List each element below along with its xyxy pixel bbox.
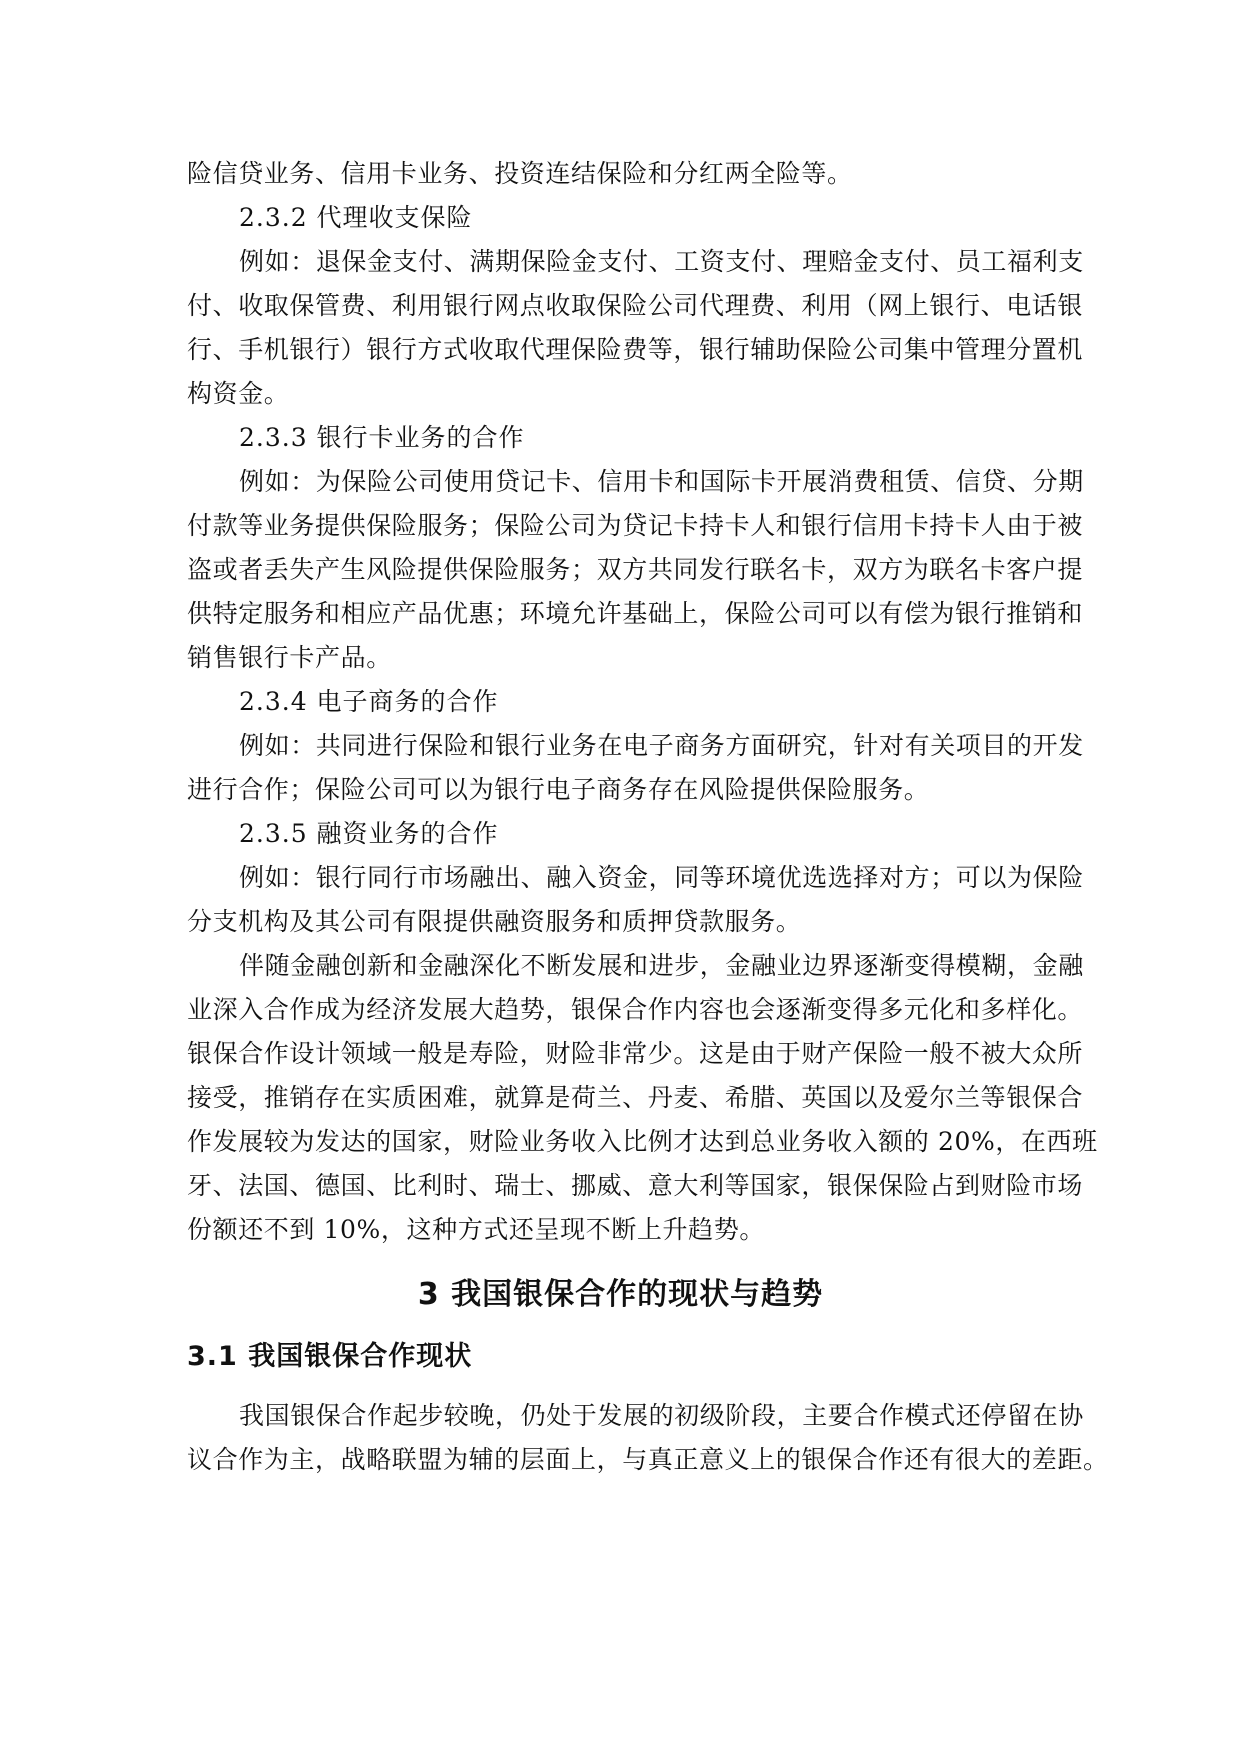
paragraph-line: 险信贷业务、信用卡业务、投资连结保险和分红两全险等。	[187, 159, 853, 188]
paragraph-line: 银保合作设计领域一般是寿险，财险非常少。这是由于财产保险一般不被大众所	[187, 1039, 1084, 1068]
paragraph-line: 供特定服务和相应产品优惠；环境允许基础上，保险公司可以有偿为银行推销和	[187, 599, 1084, 628]
section-heading: 3.1 我国银保合作现状	[187, 1341, 473, 1372]
paragraph-line: 盗或者丢失产生风险提供保险服务；双方共同发行联名卡，双方为联名卡客户提	[187, 555, 1084, 584]
paragraph-line: 例如：退保金支付、满期保险金支付、工资支付、理赔金支付、员工福利支	[239, 247, 1084, 276]
paragraph-line: 销售银行卡产品。	[187, 643, 392, 672]
paragraph-line: 伴随金融创新和金融深化不断发展和进步，金融业边界逐渐变得模糊，金融	[239, 951, 1084, 980]
paragraph-line: 例如：为保险公司使用贷记卡、信用卡和国际卡开展消费租赁、信贷、分期	[239, 467, 1084, 496]
paragraph-line: 付、收取保管费、利用银行网点收取保险公司代理费、利用（网上银行、电话银	[187, 291, 1084, 320]
paragraph-line: 作发展较为发达的国家，财险业务收入比例才达到总业务收入额的 20%，在西班	[187, 1127, 1098, 1156]
paragraph-line: 牙、法国、德国、比利时、瑞士、挪威、意大利等国家，银保保险占到财险市场	[187, 1171, 1084, 1200]
paragraph-line: 进行合作；保险公司可以为银行电子商务存在风险提供保险服务。	[187, 775, 930, 804]
subsection-heading-2-3-5: 2.3.5 融资业务的合作	[239, 819, 499, 848]
subsection-heading-2-3-3: 2.3.3 银行卡业务的合作	[239, 423, 525, 452]
subsection-heading-2-3-2: 2.3.2 代理收支保险	[239, 203, 473, 232]
paragraph-line: 例如：银行同行市场融出、融入资金，同等环境优选选择对方；可以为保险	[239, 863, 1084, 892]
paragraph-line: 份额还不到 10%，这种方式还呈现不断上升趋势。	[187, 1215, 765, 1244]
paragraph-line: 付款等业务提供保险服务；保险公司为贷记卡持卡人和银行信用卡持卡人由于被	[187, 511, 1084, 540]
paragraph-line: 行、手机银行）银行方式收取代理保险费等，银行辅助保险公司集中管理分置机	[187, 335, 1084, 364]
paragraph-line: 议合作为主，战略联盟为辅的层面上，与真正意义上的银保合作还有很大的差距。	[187, 1445, 1109, 1474]
paragraph-line: 业深入合作成为经济发展大趋势，银保合作内容也会逐渐变得多元化和多样化。	[187, 995, 1084, 1024]
chapter-heading: 3 我国银保合作的现状与趋势	[417, 1277, 824, 1312]
paragraph-line: 我国银保合作起步较晚，仍处于发展的初级阶段，主要合作模式还停留在协	[239, 1401, 1084, 1430]
paragraph-line: 分支机构及其公司有限提供融资服务和质押贷款服务。	[187, 907, 802, 936]
subsection-heading-2-3-4: 2.3.4 电子商务的合作	[239, 687, 499, 716]
paragraph-line: 接受，推销存在实质困难，就算是荷兰、丹麦、希腊、英国以及爱尔兰等银保合	[187, 1083, 1084, 1112]
document-page	[187, 152, 1109, 1482]
paragraph-line: 构资金。	[187, 379, 290, 408]
paragraph-line: 例如：共同进行保险和银行业务在电子商务方面研究，针对有关项目的开发	[239, 731, 1084, 760]
